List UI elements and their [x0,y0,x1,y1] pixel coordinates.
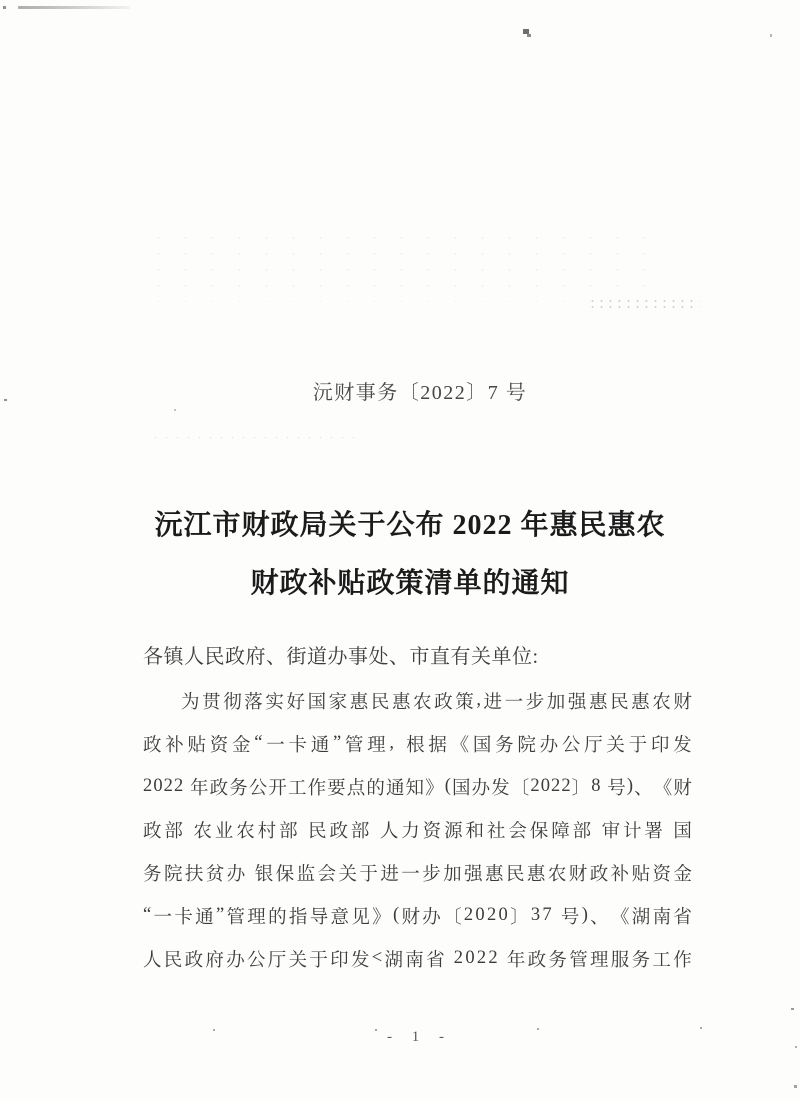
document-title [20,497,800,613]
body-line-6: “ 一 卡 通 ” 管 理 的 指 导 意 见 》 ( 财 办 〔 2 0 2 0 〕 3 7 号 ) 、 《 湖 南 省 [143,905,692,928]
scan-speck [791,1008,794,1010]
body-line-2: 政 补 贴 资 金 “ 一 卡 通 ” 管 理 , 根 据 《 国 务 院 办 公 厅 关 于 印 发 [143,733,692,756]
body-line-1: 为 贯 彻 落 实 好 国 家 惠 民 惠 农 政 策 , 进 一 步 加 强 惠 民 惠 农 财 [181,690,692,713]
scan-speck [174,409,176,411]
document-number: 沅财事务〔2022〕7 号 [312,382,528,404]
salutation-line: 各镇人民政府、街道办事处、市直有关单位: [143,646,539,668]
scan-speck [770,34,772,37]
document-title-line2: 财政补贴政策清单的通知 [250,568,570,599]
document-title-line1: 沅江市财政局关于公布 2022 年惠民惠农 [154,510,666,541]
body-line-7: 人 民 政 府 办 公 厅 关 于 印 发 < 湖 南 省 2 0 2 2 年 政 务 管 理 服 务 工 作 [143,948,692,971]
body-line-3: 2 0 2 2 年 政 务 公 开 工 作 要 点 的 通 知 》 ( 国 办 发 〔 2 0 2 2 〕 8 号 ) 、 《 财 [143,776,692,799]
scan-ghosting [588,298,700,312]
scan-ghosting [150,436,360,439]
document-body [143,636,692,980]
scan-speck [794,1085,797,1088]
body-line-5: 务 院 扶 贫 办 银 保 监 会 关 于 进 一 步 加 强 惠 民 惠 农 财 政 补 贴 资 金 [143,864,692,885]
body-line-4: 政 部 农 业 农 村 部 民 政 部 人 力 资 源 和 社 会 保 障 部 审 计 署 国 [143,821,692,842]
scan-speck [4,399,7,401]
scan-smudge-top [18,6,130,9]
page-number: - 1 - [387,1029,449,1045]
scan-speck [3,6,6,9]
scan-ink-blot [523,29,529,34]
scan-ghosting [145,230,650,302]
